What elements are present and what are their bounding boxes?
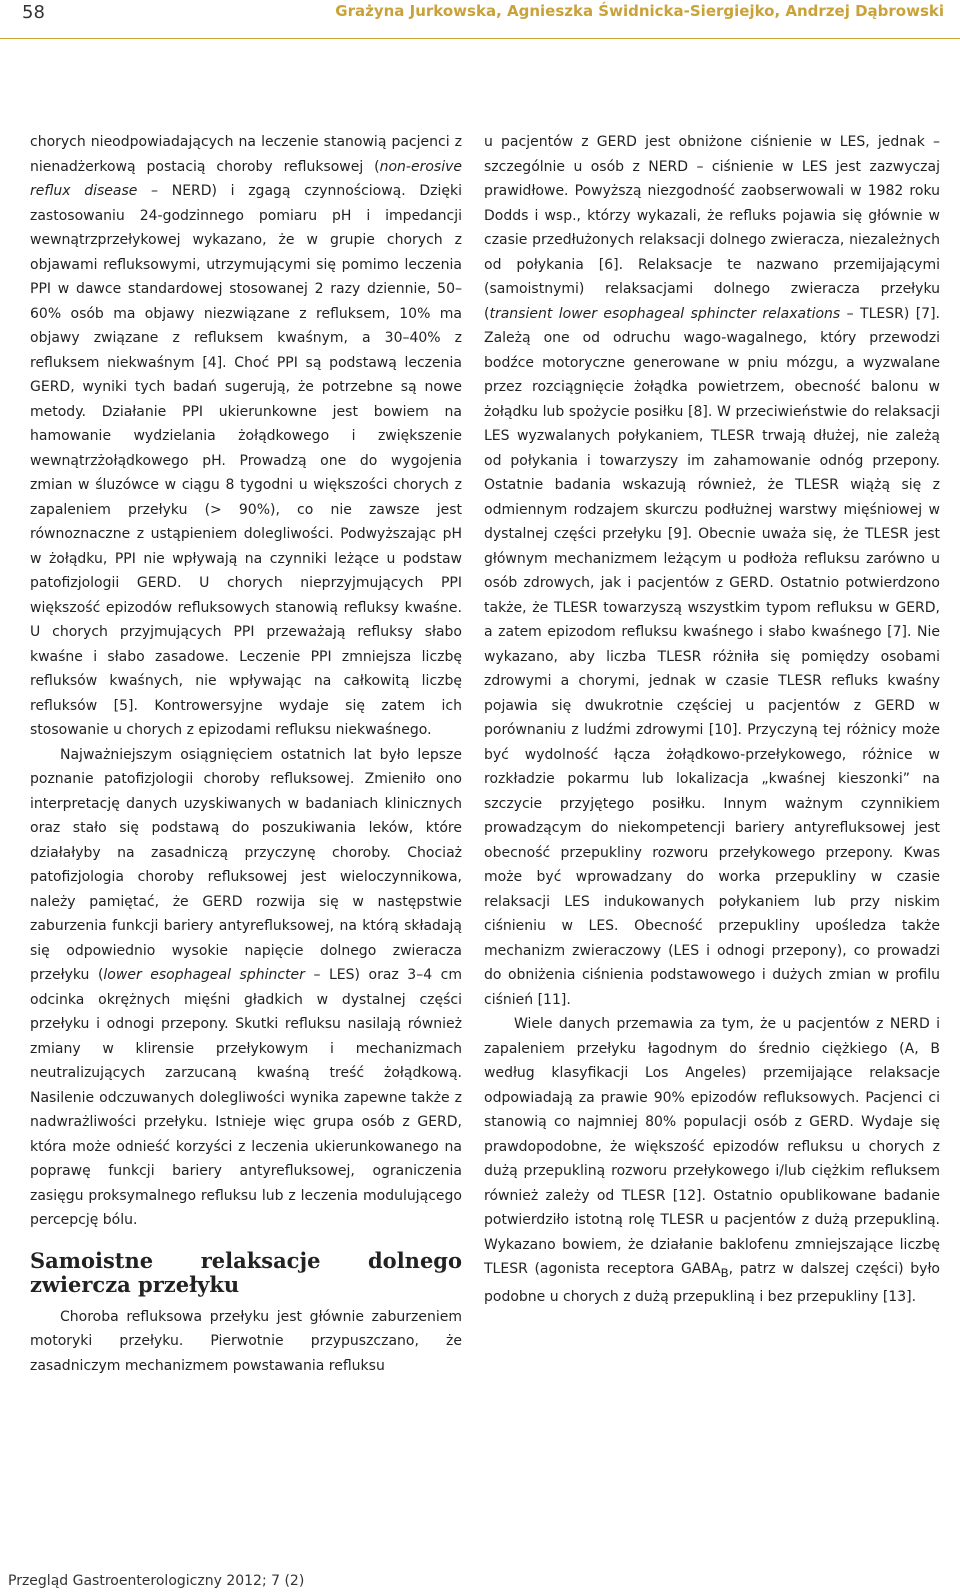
text-run: Najważniejszym osiągnięciem ostatnich lat było lepsze poznanie patofizjologii choroby refluksowej. Zmieniło ono interpretację danych uzyskiwanych w badaniach klinicznych oraz stało się podstawą do poszukiwania leków, które działałyby na zasadniczą przyczynę choroby. Chociaż patofizjologia choroby refluksowej jest wieloczynnikowa, należy pamiętać, że GERD rozwija się w następstwie zaburzenia funkcji bariery antyrefluksowej, na którą składają się odpowiednio wysokie napięcie dolnego zwieracza przełyku ( [30,746,462,983]
paragraph-section-intro: Choroba refluksowa przełyku jest głównie zaburzeniem motoryki przełyku. Pierwotnie przypuszczano, że zasadniczym mechanizmem powstawania refluksu [30,1308,462,1374]
paragraph-nerd-tlesr [484,1012,940,1310]
italic-term: transient lower esophageal sphincter relaxations [489,305,841,322]
text-run: , patrz w dalszej części) było podobne u chorych z dużą przepukliną i bez przepukliny [13]. [484,1261,940,1306]
right-column [484,130,940,1310]
page-number: 58 [22,2,45,23]
text-run: – LES) oraz 3–4 cm odcinka okrężnych mięśni gładkich w dystalnej części przełyku i odnogi przepony. Skutki refluksu nasilają również zmiany w klirensie przełykowym i mechanizmach neutralizujących zarzucaną kwaśną treść żołądkową. Nasilenie odczuwanych dolegliwości wynika zapewne także z nadwrażliwości przełyku. Istnieje więc grupa osób z GERD, która może odnieść korzyści z leczenia ukierunkowanego na poprawę funkcji bariery antyrefluksowej, ograniczenia zasięgu proksymalnego refluksu lub z leczenia modulującego percepcję bólu. [30,967,462,1228]
italic-term: lower esophageal sphincter [103,967,305,983]
subscript: B [720,1265,729,1280]
paragraph-tlesr [484,130,940,1012]
header-rule [0,38,960,39]
left-column [30,130,462,1378]
text-run: – TLESR) [7]. Zależą one od odruchu wago-wagalnego, który przewodzi bodźce motoryczne generowane w pniu mózgu, a wyzwalane przez rozciągnięcie żołądka powietrzem, obecność balonu w żołądku lub spożycie posiłku [8]. W przeciwieństwie do relaksacji LES wyzwalanych połykaniem, TLESR trwają dłużej, nie zależą od połykania i towarzyszy im zahamowanie odnóg przepony. Ostatnie badania wskazują również, że TLESR wiążą się z odmiennym rodzajem skurczu podłużnej warstwy mięśniowej w dystalnej części przełyku [9]. Obecnie uważa się, że TLESR jest głównym mechanizmem leżącym u podłoża refluksu zarówno u osób zdrowych, jak i pacjentów z GERD. Ostatnio potwierdzono także, że TLESR towarzyszą wszystkim typom refluksu w GERD, a zatem epizodom refluksu kwaśnego i słabo kwaśnego [7]. Nie wykazano, aby liczba TLESR różniła się pomiędzy osobami zdrowymi a chorymi, jednak w czasie TLESR refluks kwaśny pojawia się dwukrotnie częściej u pacjentów z GERD w porównaniu z ludźmi zdrowymi [10]. Przyczyną tej różnicy może być wydolność łącza żołądkowo-przełykowego, różnice w rozkładzie pokarmu lub lokalizacja „kwaśnej kieszonki” na szczycie przyjętego posiłku. Innym ważnym czynnikiem prowadzącym do niekompetencji bariery antyrefluksowej jest obecność przepukliny rozworu przełykowego przepony. Kwas może być wprowadzany do worka przepukliny w czasie relaksacji LES indukowanych połykaniem lub przy niskim ciśnieniu w LES. Obecność przepukliny upośledza także mechanizm zwieraczowy (LES i odnogi przepony), co prowadzi do obniżenia ciśnienia podstawowego i dużych zmian w profilu ciśnień [11]. [484,305,941,1008]
text-run: u pacjentów z GERD jest obniżone ciśnienie w LES, jednak – szczególnie u osób z NERD – ciśnienie w LES jest zazwyczaj prawidłowe. Powyższą niezgodność zaobserwowali w 1982 roku Dodds i wsp., którzy wykazali, że refluks pojawia się głównie w czasie przedłużonych relaksacji dolnego zwieracza, niezależnych od połykania [6]. Relaksacje te nazwano przemijającymi (samoistnymi) relaksacjami dolnego zwieracza przełyku ( [484,134,940,322]
text-run: Wiele danych przemawia za tym, że u pacjentów z NERD i zapaleniem przełyku łagodnym do średnio ciężkiego (A, B według klasyfikacji Los Angeles) przemijające relaksacje odpowiadają za prawie 90% epizodów refluksowych. Pacjenci ci stanowią co najmniej 80% populacji osób z GERD. Wydaje się prawdopodobne, że większość epizodów refluksu u chorych z dużą przepukliną rozworu przełykowego i/lub ciężkim refluksem również zależy od TLESR [12]. Ostatnio opublikowane badanie potwierdziło istotną rolę TLESR u pacjentów z dużą przepukliną. Wykazano bowiem, że działanie baklofenu zmniejszające liczbę TLESR (agonista receptora GABA [484,1016,940,1277]
text-run: chorych nieodpowiadających na leczenie stanowią pacjenci z nienadżerkową postacią choroby refluksowej ( [30,134,462,175]
footer-journal: Przegląd Gastroenterologiczny 2012; 7 (2) [8,1573,305,1589]
section-heading: Samoistne relaksacje dolnego zwiercza przełyku [30,1247,462,1297]
paragraph-ppi-nonresponders [30,130,462,743]
italic-term: non-erosive reflux disease [30,158,462,199]
paragraph-pathophysiology [30,743,462,1233]
text-run: – NERD) i zgagą czynnościową. Dzięki zastosowaniu 24-godzinnego pomiaru pH i impedancji wewnątrzprzełykowej wykazano, że w grupie chorych z objawami refluksowymi, utrzymującymi się pomimo leczenia PPI w dawce standardowej stosowanej 2 razy dziennie, 50–60% osób ma objawy niezwiązane z refluksem, 10% ma objawy związane z refluksem kwaśnym, a 30–40% z refluksem niekwaśnym [4]. Choć PPI są podstawą leczenia GERD, wyniki tych badań sugerują, że potrzebne są nowe metody. Działanie PPI ukierunkowne jest bowiem na hamowanie wydzielania żołądkowego i zwiększenie wewnątrzżołądkowego pH. Prowadzą one do wygojenia zmian w śluzówce w ciągu 8 tygodni u większości chorych z zapaleniem przełyku (> 90%), co nie zawsze jest równoznaczne z ustąpieniem dolegliwości. Podwyższając pH w żołądku, PPI nie wpływają na czynniki leżące u podstaw patofizjologii GERD. U chorych nieprzyjmujących PPI większość epizodów refluksowych stanowią refluksy kwaśne. U chorych przyjmujących PPI przeważają refluksy słabo kwaśne i słabo zasadowe. Leczenie PPI zmniejsza liczbę refluksów kwaśnych, nie wpływając na całkowitą liczbę refluksów [5]. Kontrowersyjne wydaje się zatem ich stosowanie u chorych z epizodami refluksu niekwaśnego. [30,183,462,738]
running-head-authors: Grażyna Jurkowska, Agnieszka Świdnicka-Siergiejko, Andrzej Dąbrowski [335,2,944,20]
